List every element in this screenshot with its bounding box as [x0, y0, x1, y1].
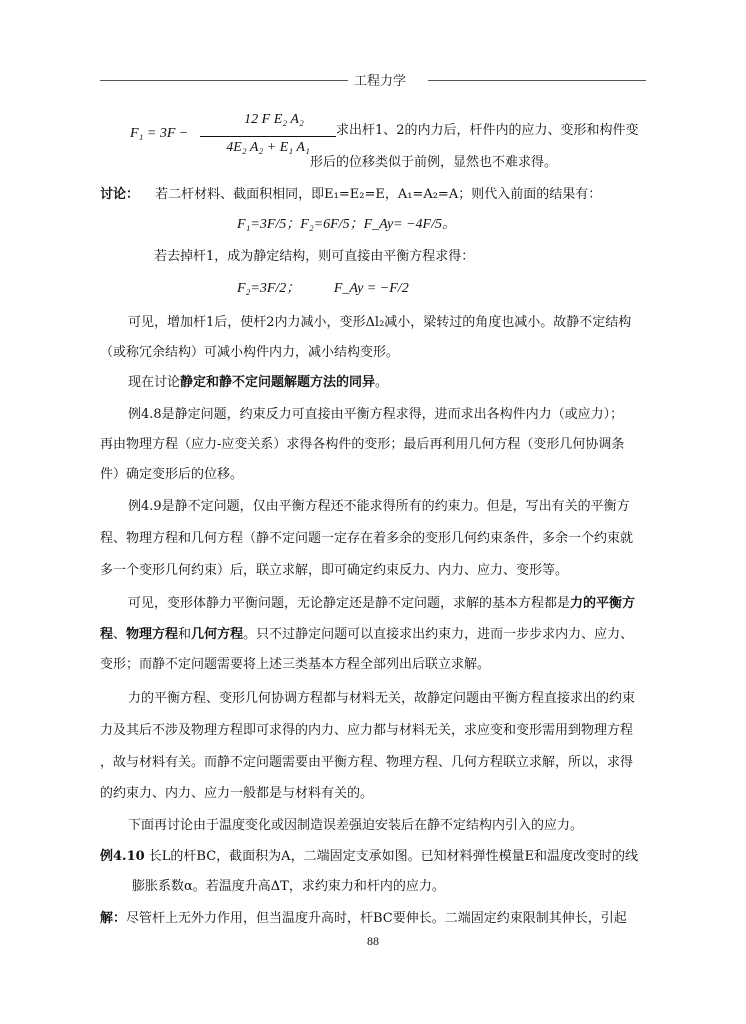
- discussion-label: 讨论：: [100, 187, 140, 202]
- text-line: 力的平衡方程、变形几何协调方程都与材料无关，故静定问题由平衡方程直接求出的约束: [128, 691, 636, 706]
- text-span: 和: [178, 627, 192, 642]
- bold-span: 程: [100, 627, 114, 642]
- text-line: （或称冗余结构）可减小构件内力，减小结构变形。: [100, 345, 400, 360]
- bold-span: 力的平衡方: [570, 596, 636, 611]
- text-line: [100, 186, 660, 204]
- example-label: 例4.10: [100, 849, 145, 864]
- text-span: 若二杆材料、截面积相同，即E₁=E₂=E，A₁=A₂=A；则代入前面的结果有：: [155, 187, 602, 202]
- formula-numerator: 12 F E₂ A₂: [244, 112, 304, 127]
- text-line: 力及其后不涉及物理方程即可求得的内力、应力都与材料无关，求应变和变形需用到物理方程: [100, 723, 634, 738]
- text-span: 。只不过静定问题可以直接求出约束力，进而一步步求内力、应力、: [243, 627, 634, 642]
- equation-line: F₁=3F/5；F₂=6F/5；F_Ay= −4F/5。: [237, 217, 456, 232]
- text-line: 若去掉杆1，成为静定结构，则可直接由平衡方程求得：: [154, 249, 475, 264]
- text-span: 可见，变形体静力平衡问题，无论静定还是静不定问题，求解的基本方程都是: [128, 596, 571, 611]
- equation-fay: F_Ay = −F/2: [333, 281, 409, 296]
- page-number: 88: [367, 934, 379, 948]
- text-span: 长L的杆BC，截面积为A，二端固定支承如图。已知材料弹性模量E和温度改变时的线: [144, 849, 639, 864]
- text-line: 程、物理方程和几何方程（静不定问题一定存在着多余的变形几何约束条件，多余一个约束就: [100, 531, 634, 546]
- text-line: 例4.9是静不定问题，仅由平衡方程还不能求得所有的约束力。但是，写出有关的平衡方: [128, 499, 630, 514]
- bold-span: 物理方程: [126, 627, 179, 642]
- text-line: 再由物理方程（应力-应变关系）求得各构件的变形；最后再利用几何方程（变形几何协调条: [100, 437, 625, 452]
- text-span: 现在讨论: [128, 375, 181, 390]
- text-line: 形后的位移类似于前例，显然也不难求得。: [310, 155, 558, 170]
- header-title: 工程力学: [354, 74, 407, 89]
- text-line: [100, 626, 660, 644]
- text-line: [100, 374, 688, 392]
- text-line: 件）确定变形后的位移。: [100, 467, 244, 482]
- text-line: 的约束力、内力、应力一般都是与材料有关的。: [100, 786, 374, 801]
- equation-f2: F₂=3F/2；: [237, 281, 301, 296]
- running-header: [100, 70, 646, 90]
- text-line: 下面再讨论由于温度变化或因制造误差强迫安装后在静不定结构内引入的应力。: [128, 818, 584, 833]
- text-span: 。: [375, 375, 389, 390]
- bold-span: 静定和静不定问题解题方法的同异: [180, 375, 376, 390]
- header-rule-left: [100, 80, 348, 81]
- text-line: 多一个变形几何约束）后，联立求解，即可确定约束反力、内力、应力、变形等。: [100, 563, 569, 578]
- text-line: [100, 910, 660, 928]
- bold-span: 几何方程: [191, 627, 244, 642]
- fraction-bar: [200, 136, 336, 137]
- equation-line: [237, 280, 746, 298]
- text-line: 膨胀系数α。若温度升高ΔT，求约束力和杆内的应力。: [132, 879, 445, 894]
- text-span: 、: [113, 627, 127, 642]
- text-line: 可见，增加杆1后，使杆2内力减小，变形Δl₂减小，梁转过的角度也减小。故静不定结构: [128, 315, 632, 330]
- text-span: 尽管杆上无外力作用，但当温度升高时，杆BC要伸长。二端固定约束限制其伸长，引起: [126, 911, 627, 926]
- header-rule-right: [428, 80, 646, 81]
- formula-f1: [130, 112, 340, 164]
- text-line: 例4.8是静定问题，约束反力可直接由平衡方程求得，进而求出各构件内力（或应力）；: [128, 407, 624, 422]
- formula-denominator: 4E₂ A₂ + E₁ A₁: [226, 140, 310, 155]
- text-line: [100, 848, 660, 866]
- formula-lhs: F₁ = 3F −: [130, 126, 189, 141]
- text-line: [100, 595, 688, 613]
- text-line: 变形；而静不定问题需要将上述三类基本方程全部列出后联立求解。: [100, 657, 491, 672]
- solution-label: 解：: [100, 911, 127, 926]
- text-line: 求出杆1、2的内力后，杆件内的应力、变形和构件变: [336, 123, 639, 138]
- text-line: ，故与材料有关。而静不定问题需要由平衡方程、物理方程、几何方程联立求解，所以，求得: [100, 755, 634, 770]
